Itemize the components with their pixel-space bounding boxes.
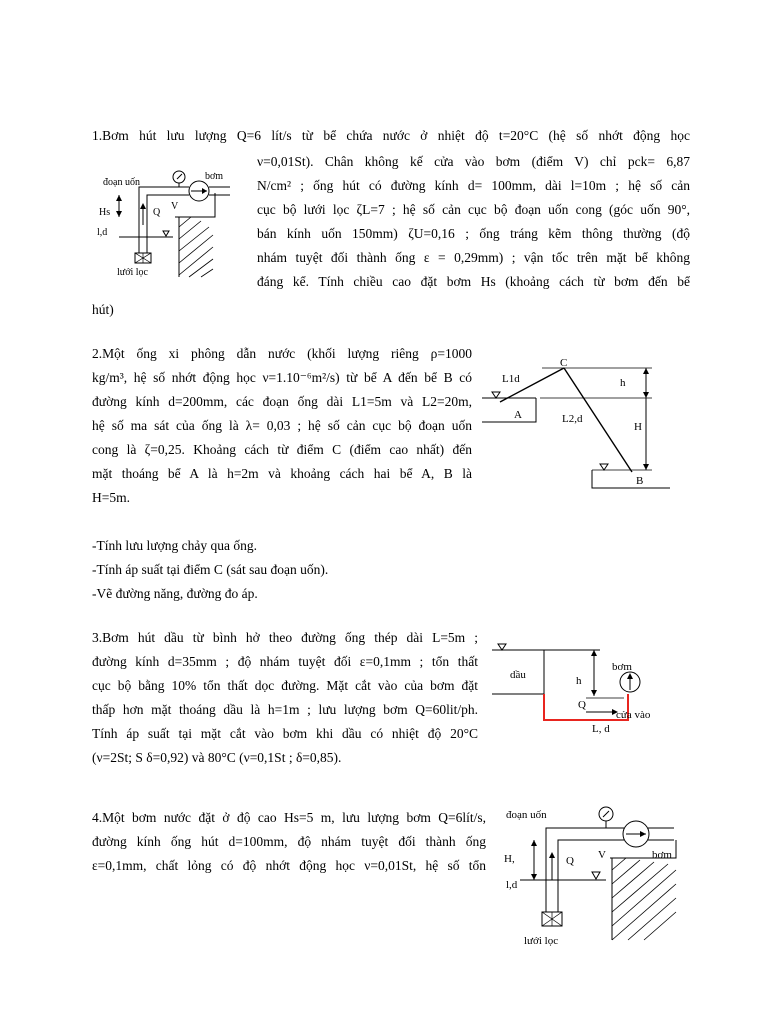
siphon-diagram <box>480 352 675 492</box>
label-ld: l,d <box>97 227 108 238</box>
label-H: H <box>634 421 642 433</box>
problem-1-line: cục bộ lưới lọc ζL=7 ; hệ số cản cục bộ đoạn uốn cong (góc uốn 90°, <box>257 202 690 217</box>
problem-4-body <box>92 806 486 878</box>
oil-pump-diagram <box>488 640 678 740</box>
problem-3-body <box>92 626 478 770</box>
problem-2-line: cong là ζ=0,25. Khoảng cách từ điểm C (điểm cao nhất) đến <box>92 442 472 457</box>
problem-4-line: đường kính ống hút d=100mm, độ nhám tuyệt đối thành ống <box>92 834 486 849</box>
problem-1-line-1: 1.Bơm hút lưu lượng Q=6 lít/s từ bể chứa nước ở nhiệt độ t=20°C (hệ số nhớt động học <box>92 128 690 143</box>
pump-suction-diagram-1 <box>95 165 255 280</box>
label-c: C <box>560 357 568 369</box>
problem-2-line: kg/m³, hệ số nhớt động học ν=1.10⁻⁶m²/s) từ bể A đến bể B có <box>92 370 472 385</box>
label-ld: l,d <box>506 879 518 891</box>
task-energy-line: -Vẽ đường năng, đường đo áp. <box>92 586 258 601</box>
task-flow-rate: -Tính lưu lượng chảy qua ống. <box>92 538 257 553</box>
problem-4-line: 4.Một bơm nước đặt ở độ cao Hs=5 m, lưu lượng bơm Q=6lít/s, <box>92 810 486 825</box>
label-l1d: L1d <box>502 373 520 385</box>
problem-1-line: N/cm² ; ống hút có đường kính d= 100mm, dài l=10m ; hệ số cản <box>257 178 690 193</box>
label-strainer: lưới lọc <box>524 935 559 947</box>
problem-1-line: ν=0,01St). Chân không kế cửa vào bơm (điểm V) chỉ pck= 6,87 <box>257 154 690 169</box>
label-h: h <box>620 377 626 389</box>
problem-2-line: hệ số ma sát của ống là λ= 0,03 ; hệ số cản cục bộ đoạn uốn <box>92 418 472 433</box>
label-v: V <box>171 201 179 212</box>
label-hs: Hs <box>99 207 111 218</box>
label-elbow: đoạn uốn <box>103 177 140 188</box>
label-strainer: lưới lọc <box>117 267 148 278</box>
label-a: A <box>514 409 522 421</box>
tank-a <box>482 398 536 422</box>
problem-2-line: đường kính d=200mm, các đoạn ống dài L1=5m và L2=20m, <box>92 394 472 409</box>
ground-hatch <box>612 858 676 940</box>
tank-b <box>592 470 670 488</box>
pump-suction-diagram-2 <box>500 800 690 960</box>
label-elbow: đoạn uốn <box>506 809 547 821</box>
problem-2-line: H=5m. <box>92 490 130 505</box>
problem-1-body <box>257 150 690 294</box>
problem-3-line: thấp hơn mặt thoáng dầu là h=1m ; lưu lượng bơm Q=60lit/ph. <box>92 702 478 717</box>
problem-4-line: ε=0,1mm, chất lỏng có độ nhớt động học ν=0,01St, hệ số tổn <box>92 858 486 873</box>
label-inlet: cửa vào <box>616 709 651 721</box>
label-v: V <box>598 849 606 861</box>
label-q: Q <box>566 855 574 867</box>
label-hs: H, <box>504 853 515 865</box>
problem-3-line: (ν=2St; S δ=0,92) và 80°C (ν=0,1St ; δ=0,85). <box>92 750 342 765</box>
problem-2-body <box>92 342 472 510</box>
problem-3-line: đường kính d=35mm ; độ nhám tuyệt đối ε=0,1mm ; tổn thất <box>92 654 478 669</box>
label-q: Q <box>578 699 586 711</box>
label-oil: dầu <box>510 669 526 681</box>
label-pump: bơm <box>205 171 224 182</box>
label-l2d: L2,d <box>562 413 583 425</box>
problem-3-line: Tính áp suất tại mặt cắt vào bơm khi dầu có nhiệt độ 20°C <box>92 726 478 741</box>
label-pump: bơm <box>612 661 632 673</box>
problem-2-line: 2.Một ống xi phông dẫn nước (khối lượng riêng ρ=1000 <box>92 346 472 361</box>
label-b: B <box>636 475 644 487</box>
tank-edge <box>175 193 215 217</box>
label-h: h <box>576 675 582 687</box>
problem-1-line: bán kính uốn 150mm) ζU=0,16 ; ống tráng kẽm thông thường (độ <box>257 226 690 241</box>
ground-hatch <box>179 217 213 277</box>
problem-2-line: mặt thoáng bể A là h=2m và khoảng cách hai bể A, B là <box>92 466 472 481</box>
task-pressure-c: -Tính áp suất tại điểm C (sát sau đoạn uốn). <box>92 562 329 577</box>
problem-1-line: đáng kể. Tính chiều cao đặt bơm Hs (khoảng cách từ bơm đến bể <box>257 274 690 289</box>
label-q: Q <box>153 207 161 218</box>
problem-1-line: nhám tuyệt đối thành ống ε = 0,29mm) ; vận tốc trên mặt bể không <box>257 250 690 265</box>
problem-1-last-line: hút) <box>92 302 114 317</box>
problem-3-line: cục bộ bằng 10% tổn thất dọc đường. Mặt cắt vào của bơm đặt <box>92 678 478 693</box>
problem-3-line: 3.Bơm hút dầu từ bình hở theo đường ống thép dài L=5m ; <box>92 630 478 645</box>
label-pump: bơm <box>652 849 672 861</box>
label-ld: L, d <box>592 723 610 735</box>
